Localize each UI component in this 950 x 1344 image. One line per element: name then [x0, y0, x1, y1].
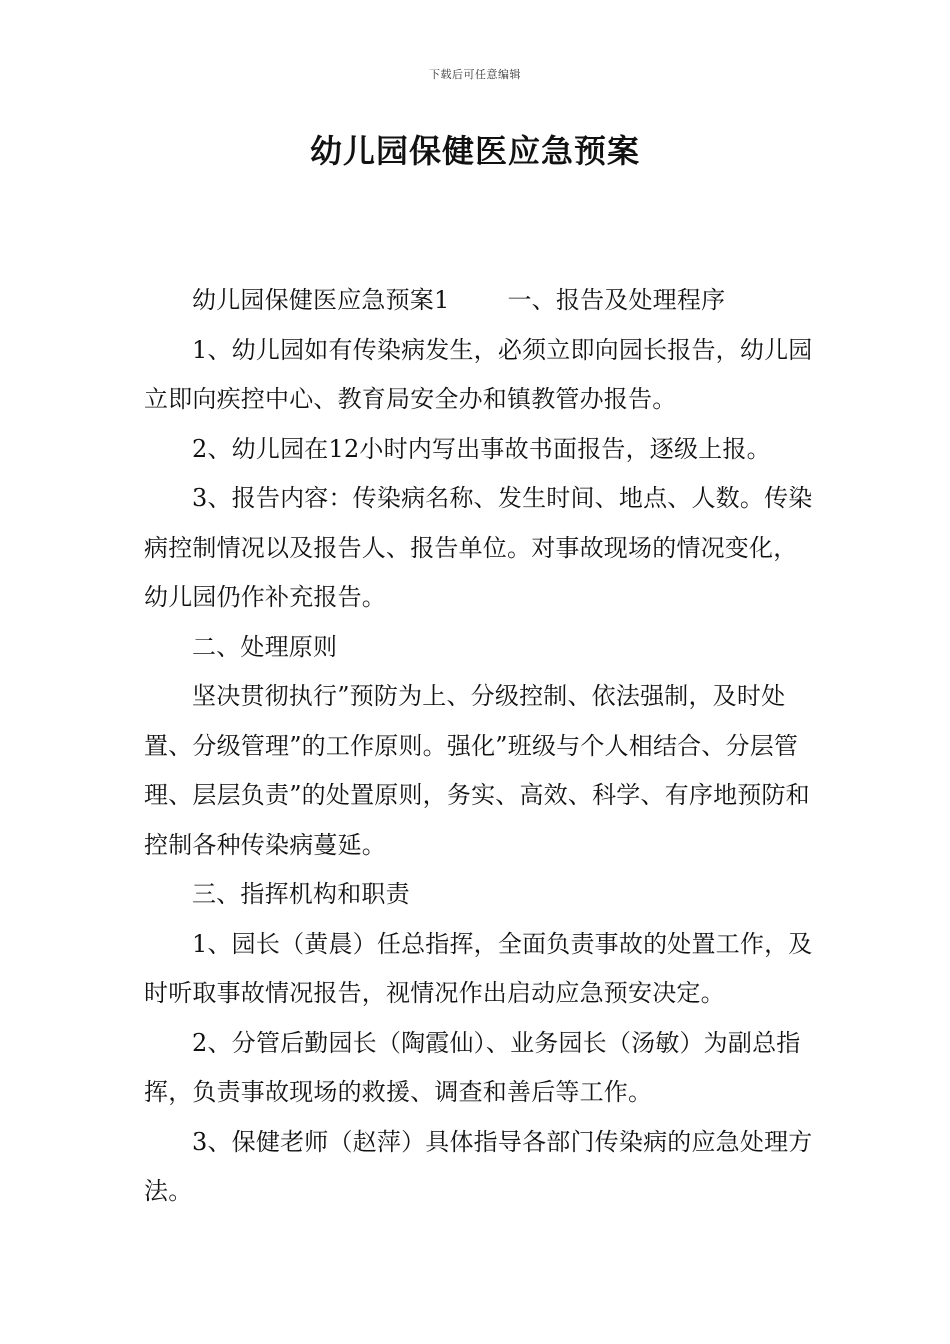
section-heading-1: 一、报告及处理程序 [507, 286, 726, 314]
paragraph-report-1: 1、幼儿园如有传染病发生，必须立即向园长报告，幼儿园立即向疾控中心、教育局安全办和镇教管办报告。 [144, 335, 813, 413]
paragraph-command-1: 1、园长（黄晨）任总指挥，全面负责事故的处置工作，及时听取事故情况报告，视情况作出启动应急预安决定。 [144, 929, 813, 1007]
intro-doc-name: 幼儿园保健医应急预案1 [192, 286, 450, 314]
paragraph-command-2: 2、分管后勤园长（陶霞仙）、业务园长（汤敏）为副总指挥，负责事故现场的救援、调查和善后等工作。 [144, 1028, 801, 1106]
paragraph-report-2: 2、幼儿园在12小时内写出事故书面报告，逐级上报。 [192, 434, 771, 463]
paragraph-command-3: 3、保健老师（赵萍）具体指导各部门传染病的应急处理方法。 [144, 1127, 813, 1205]
paragraph-principles: 坚决贯彻执行”预防为上、分级控制、依法强制，及时处置、分级管理”的工作原则。强化”班级与个人相结合、分层管理、层层负责”的处置原则，务实、高效、科学、有序地预防和控制各种传染病蔓延。 [144, 682, 810, 859]
intro-line [144, 276, 814, 326]
header-note: 下载后可任意编辑 [429, 68, 521, 81]
document-body [144, 276, 814, 1217]
paragraph-report-3: 3、报告内容：传染病名称、发生时间、地点、人数。传染病控制情况以及报告人、报告单位。对事故现场的情况变化，幼儿园仍作补充报告。 [144, 484, 813, 611]
document-title: 幼儿园保健医应急预案 [309, 132, 640, 170]
section-heading-2: 二、处理原则 [192, 632, 338, 661]
section-heading-3: 三、指挥机构和职责 [192, 880, 410, 908]
